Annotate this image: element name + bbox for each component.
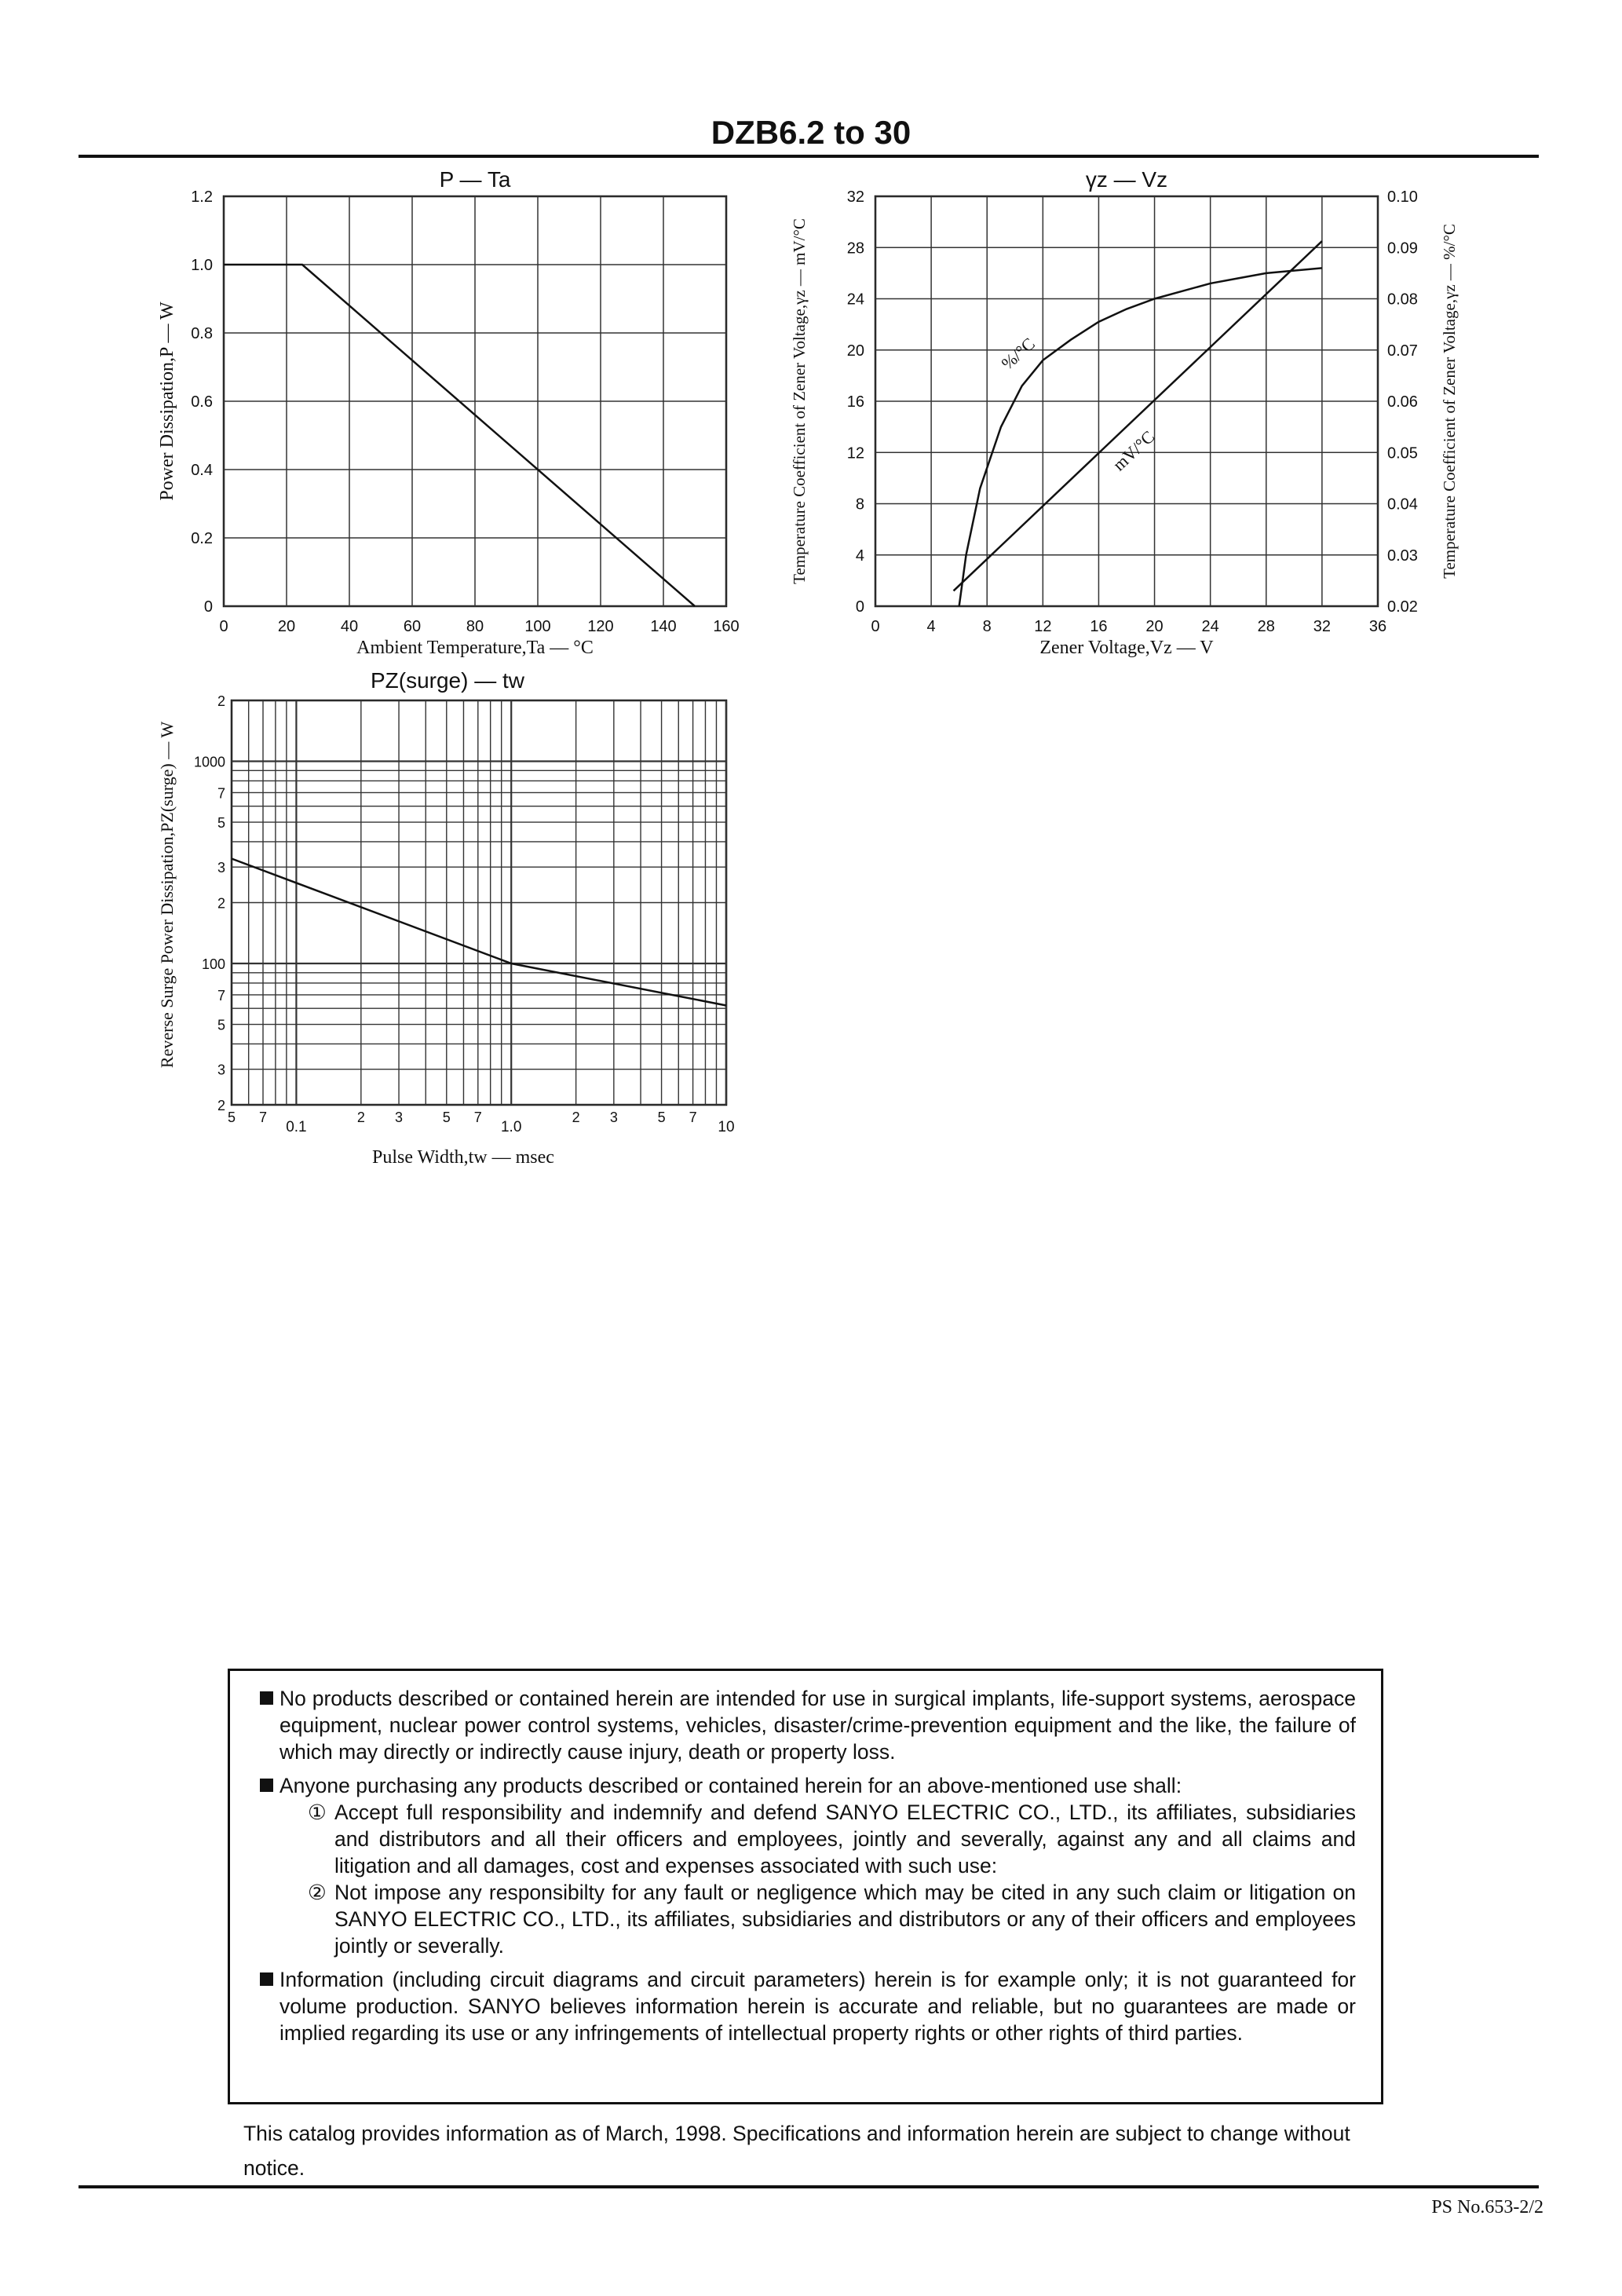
y-left-tick-label: 32 [846,188,864,206]
y-tick-label: 0.2 [191,530,213,547]
y-right-tick-label: 0.08 [1387,291,1418,309]
x-tick-label: 16 [1090,618,1108,635]
y-right-tick-label: 0.04 [1387,495,1418,514]
y-tick-label: 3 [217,1062,225,1078]
y-right-tick-label: 0.02 [1387,598,1418,616]
y-tick-label: 5 [217,1017,225,1033]
x-tick-label: 7 [259,1110,268,1125]
y-axis-label: Power Dissipation,P — W [157,302,177,501]
x-tick-label: 160 [713,618,740,635]
y-tick-label: 2 [217,1098,225,1113]
disclaimer-text: Not impose any responsibilty for any fault or negligence which may be cited in any such claim or litigation on SANYO ELECTRIC CO., LTD., its affiliates, subsidiaries and distributors or any of their officers and employees jointly or severally. [334,1881,1356,1958]
chart-title: P — Ta [439,167,511,192]
y-tick-label: 0.6 [191,393,213,411]
disclaimer-text: Accept full responsibility and indemnify and defend SANYO ELECTRIC CO., LTD., its affiliates, subsidiaries and distributors and all their officers and employees, jointly and severally, against any and all claims and litigation and all damages, cost and expenses associated with such use: [334,1801,1356,1877]
x-tick-label: 36 [1368,618,1387,635]
x-tick-label: 60 [403,618,422,635]
y-left-tick-label: 20 [846,342,864,360]
x-tick-label: 24 [1201,618,1219,635]
chart-title: γz — Vz [1085,167,1168,192]
x-tick-label: 40 [340,618,359,635]
x-tick-label: 2 [356,1110,365,1125]
y-right-tick-label: 0.10 [1387,188,1418,206]
chart-gz-vz [781,161,1519,664]
y-tick-label: 0.8 [191,325,213,342]
y-left-tick-label: 12 [846,444,864,462]
x-tick-label: 80 [466,618,484,635]
chart-p-ta [149,161,762,664]
disclaimer-paragraph [260,1772,1356,1959]
y-right-tick-label: 0.03 [1387,547,1418,565]
circled-number-1: ① [308,1801,327,1824]
disclaimer-paragraph [260,1685,1356,1765]
x-tick-label: 140 [650,618,677,635]
disclaimer-paragraph [260,1966,1356,2046]
y-left-axis-label: Temperature Coefficient of Zener Voltage,γz — mV/°C [790,218,809,584]
y-tick-label: 7 [217,987,225,1004]
x-tick-label: 7 [473,1110,482,1125]
x-tick-label: 2 [572,1110,580,1125]
x-axis-label: Ambient Temperature,Ta — °C [356,638,594,658]
x-tick-label: 5 [227,1110,236,1125]
x-tick-label: 120 [587,618,614,635]
y-tick-label: 1.0 [191,257,213,274]
x-tick-label: 12 [1034,618,1052,635]
x-tick-label: 1.0 [500,1119,522,1135]
y-tick-label: 2 [217,693,225,709]
x-tick-label: 20 [277,618,296,635]
series-line-p [224,265,695,606]
x-tick-label: 3 [395,1110,404,1125]
annotation-percent-per-c: %/°C [997,333,1039,374]
x-tick-label: 0.1 [286,1119,307,1135]
x-tick-label: 10 [718,1119,735,1135]
disclaimer-text: Information (including circuit diagrams and circuit parameters) herein is for example only; it is not guaranteed for volume production. SANYO believes information herein is accurate and reliable, but no guarantees are made or implied regarding its use or any infringements of intellectual property rights or other rights of third parties. [279,1968,1356,2045]
x-tick-label: 0 [871,618,880,635]
y-left-tick-label: 16 [846,393,864,411]
page-title: DZB6.2 to 30 [711,114,911,151]
square-bullet-icon [260,1779,273,1792]
y-axis-label: Reverse Surge Power Dissipation,PZ(surge) — W [157,721,177,1069]
circled-number-2: ② [308,1881,327,1904]
x-tick-label: 28 [1257,618,1275,635]
y-tick-label: 1000 [193,754,225,770]
disclaimer-text: Anyone purchasing any products described or contained herein for an above-mentioned use shall: [279,1774,1182,1797]
x-tick-label: 20 [1145,618,1164,635]
x-tick-label: 4 [926,618,936,635]
document-number: PS No.653-2/2 [1431,2197,1543,2217]
disclaimer-subitem [279,1879,1356,1959]
y-right-tick-label: 0.09 [1387,239,1418,258]
x-tick-label: 0 [219,618,228,635]
catalog-note: This catalog provides information as of March, 1998. Specifications and information herein are subject to change without notice. [243,2122,1350,2180]
y-left-tick-label: 8 [855,495,864,514]
y-right-axis-label: Temperature Coefficient of Zener Voltage,γz — %/°C [1440,224,1459,579]
chart-pz-tw [149,660,762,1194]
y-tick-label: 1.2 [191,188,213,206]
y-left-tick-label: 24 [846,291,864,309]
x-tick-label: 5 [657,1110,666,1125]
y-right-tick-label: 0.06 [1387,393,1418,411]
disclaimer-text: No products described or contained herein are intended for use in surgical implants, life-support systems, aerospace equipment, nuclear power control systems, vehicles, disaster/crime-prevention equipment and the like, the failure of which may directly or indirectly cause injury, death or property loss. [279,1687,1356,1764]
x-tick-label: 32 [1313,618,1332,635]
annotation-mv-per-c: mV/°C [1109,426,1159,475]
x-tick-label: 5 [442,1110,451,1125]
y-tick-label: 0 [203,598,213,616]
y-tick-label: 0.4 [191,462,213,479]
x-tick-label: 100 [524,618,551,635]
chart-title: PZ(surge) — tw [370,668,525,693]
square-bullet-icon [260,1691,273,1705]
disclaimer-subitem [279,1799,1356,1879]
y-tick-label: 7 [217,785,225,802]
x-axis-label: Pulse Width,tw — msec [372,1147,554,1168]
footer-rule [79,2185,1539,2188]
y-tick-label: 5 [217,815,225,832]
y-right-tick-label: 0.05 [1387,444,1418,462]
x-tick-label: 7 [689,1110,697,1125]
x-tick-label: 8 [982,618,992,635]
disclaimer-box [228,1669,1383,2104]
y-left-tick-label: 0 [855,598,864,616]
x-tick-label: 3 [609,1110,618,1125]
y-left-tick-label: 4 [855,547,864,565]
header-rule [79,155,1539,158]
x-axis-label: Zener Voltage,Vz — V [1039,638,1214,658]
y-tick-label: 3 [217,860,225,876]
y-left-tick-label: 28 [846,239,864,258]
y-tick-label: 2 [217,895,225,912]
square-bullet-icon [260,1972,273,1986]
y-tick-label: 100 [201,956,225,973]
y-right-tick-label: 0.07 [1387,342,1418,360]
